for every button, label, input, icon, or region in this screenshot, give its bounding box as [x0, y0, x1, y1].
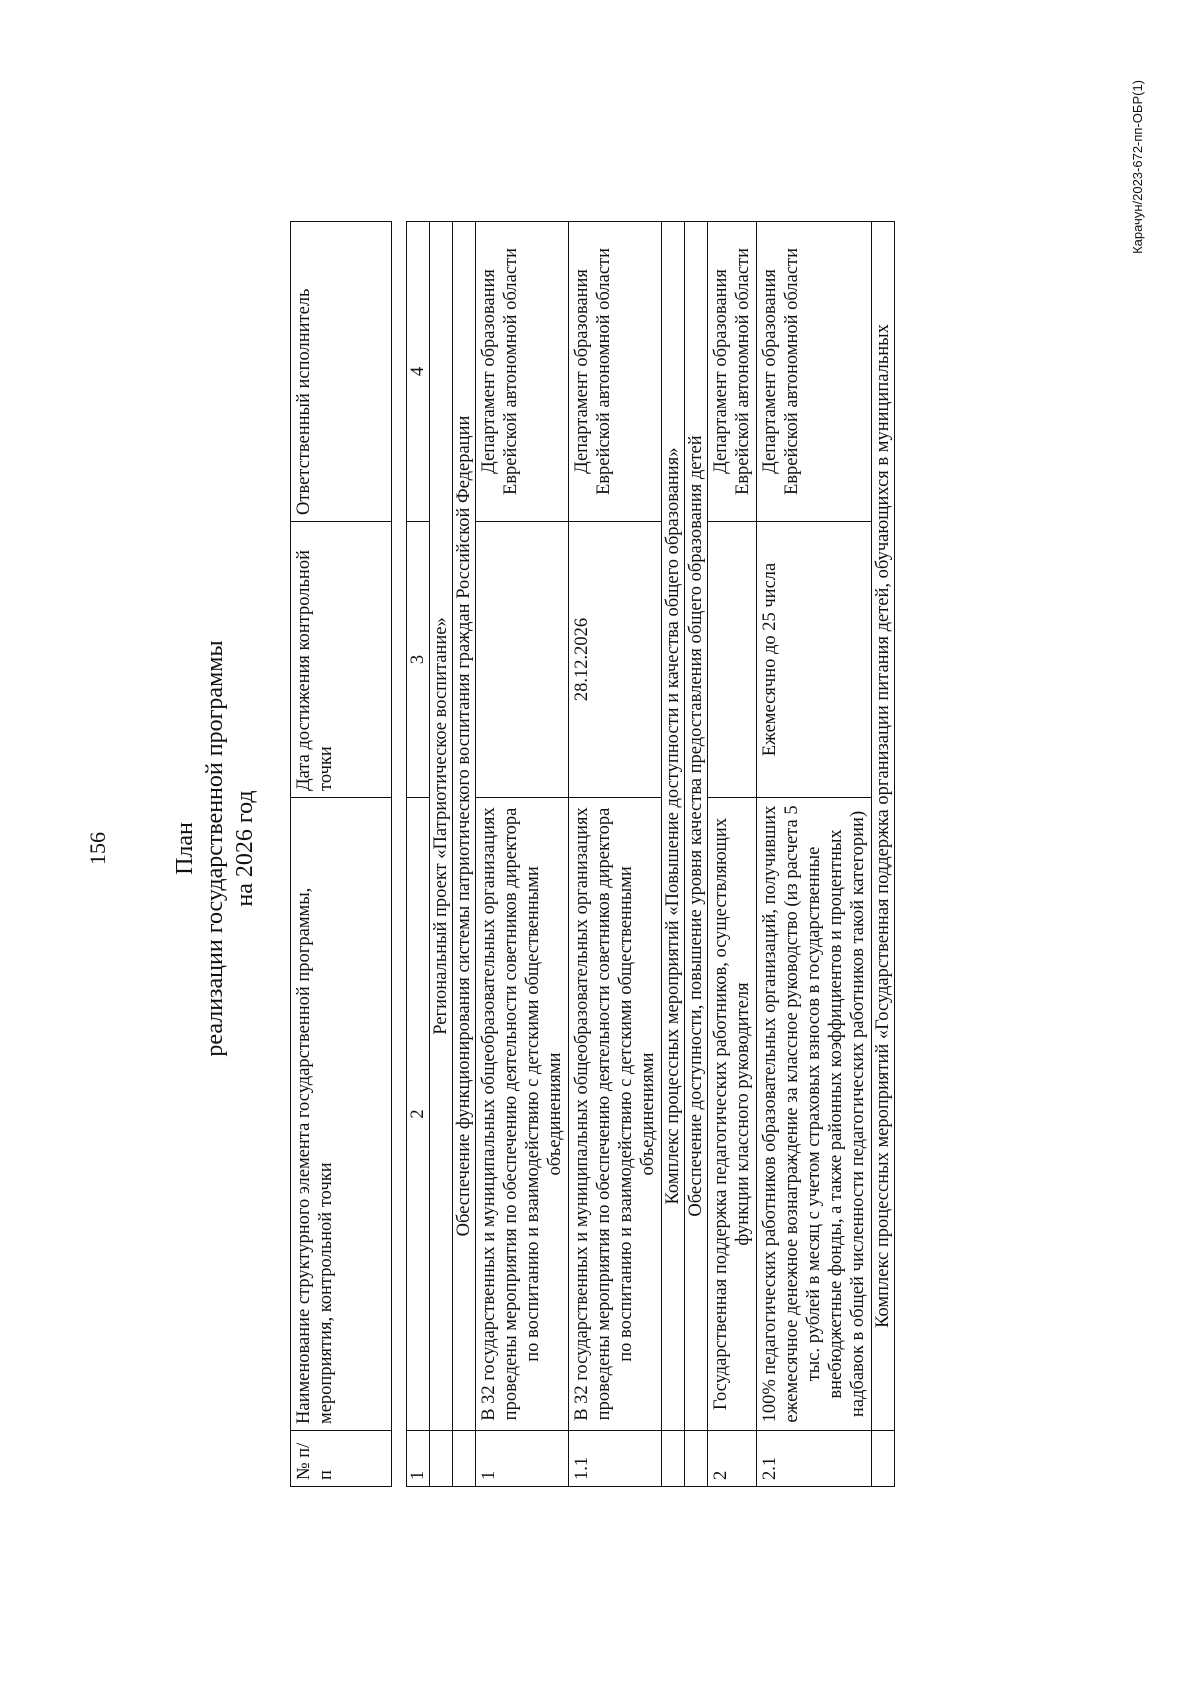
row-2-responsible: Департамент образования Еврейской автономной области — [708, 222, 757, 522]
table-row — [569, 222, 662, 1487]
row-1-responsible: Департамент образования Еврейской автономной области — [476, 222, 569, 522]
column-number-2: 2 — [407, 798, 430, 1431]
row-2-1-date: Ежемесячно до 25 числа — [757, 522, 872, 798]
row-2-1-responsible: Департамент образования Еврейской автономной области — [757, 222, 872, 522]
regional-project-title: Региональный проект «Патриотическое воспитание» — [430, 222, 453, 1431]
title-line-2: реализации государственной программы — [202, 640, 228, 1057]
header-num: № п/п — [291, 1431, 392, 1487]
header-date: Дата достижения контрольной точки — [291, 522, 392, 798]
table-row — [476, 222, 569, 1487]
section-row — [453, 222, 476, 1487]
page-number: 156 — [85, 832, 110, 865]
title-line-1: План — [172, 822, 198, 875]
document-code: Карачун/2023-672-пп-ОБР(1) — [1130, 80, 1145, 254]
row-2-num: 2 — [708, 1431, 757, 1487]
row-1-name: В 32 государственных и муниципальных общеобразовательных организациях проведены мероприятия по обеспечению деятельности советников директора по воспитанию и взаимодействию с детскими общественными объединениями — [476, 798, 569, 1431]
header-row — [291, 222, 392, 1487]
row-1-date — [476, 522, 569, 798]
row-1-1-date: 28.12.2026 — [569, 522, 662, 798]
column-numbers-row — [407, 222, 430, 1487]
column-number-1: 1 — [407, 1431, 430, 1487]
header-responsible: Ответственный исполнитель — [291, 222, 392, 522]
body-table — [406, 221, 895, 1487]
row-2-name: Государственная поддержка педагогических работников, осуществляющих функции классного руководителя — [708, 798, 757, 1431]
row-2-date — [708, 522, 757, 798]
column-number-3: 3 — [407, 522, 430, 798]
title-line-3: на 2026 год — [232, 790, 258, 907]
row-2-1-num: 2.1 — [757, 1431, 872, 1487]
table-row — [757, 222, 872, 1487]
complex-2-title: Комплекс процессных мероприятий «Государственная поддержка организации питания детей, обучающихся в муниципальных — [872, 222, 895, 1431]
complex-1-title: Комплекс процессных мероприятий «Повышение доступности и качества общего образования» — [662, 222, 685, 1431]
header-table — [290, 221, 392, 1487]
row-1-1-responsible: Департамент образования Еврейской автономной области — [569, 222, 662, 522]
row-1-1-name: В 32 государственных и муниципальных общеобразовательных организациях проведены мероприятия по обеспечению деятельности советников директора по воспитанию и взаимодействию с детскими общественными объединениями — [569, 798, 662, 1431]
section-row — [430, 222, 453, 1487]
task-2-title: Обеспечение доступности, повышение уровня качества предоставления общего образования детей — [685, 222, 708, 1431]
header-name: Наименование структурного элемента государственной программы, мероприятия, контрольной точки — [291, 798, 392, 1431]
row-2-1-name: 100% педагогических работников образовательных организаций, получивших ежемесячное денежное вознаграждение за классное руководство (из расчета 5 тыс. рублей в месяц с учетом страховых взносов в государственные внебюджетные фонды, а также районных коэффициентов и процентных надбавок в общей численности педагогических работников такой категории) — [757, 798, 872, 1431]
task-1-title: Обеспечение функционирования системы патриотического воспитания граждан Российской Федерации — [453, 222, 476, 1431]
row-1-num: 1 — [476, 1431, 569, 1487]
column-number-4: 4 — [407, 222, 430, 522]
row-1-1-num: 1.1 — [569, 1431, 662, 1487]
section-row — [662, 222, 685, 1487]
plan-table-area — [290, 222, 895, 1487]
section-row — [685, 222, 708, 1487]
section-row — [872, 222, 895, 1487]
document-title — [170, 0, 260, 1697]
table-row — [708, 222, 757, 1487]
